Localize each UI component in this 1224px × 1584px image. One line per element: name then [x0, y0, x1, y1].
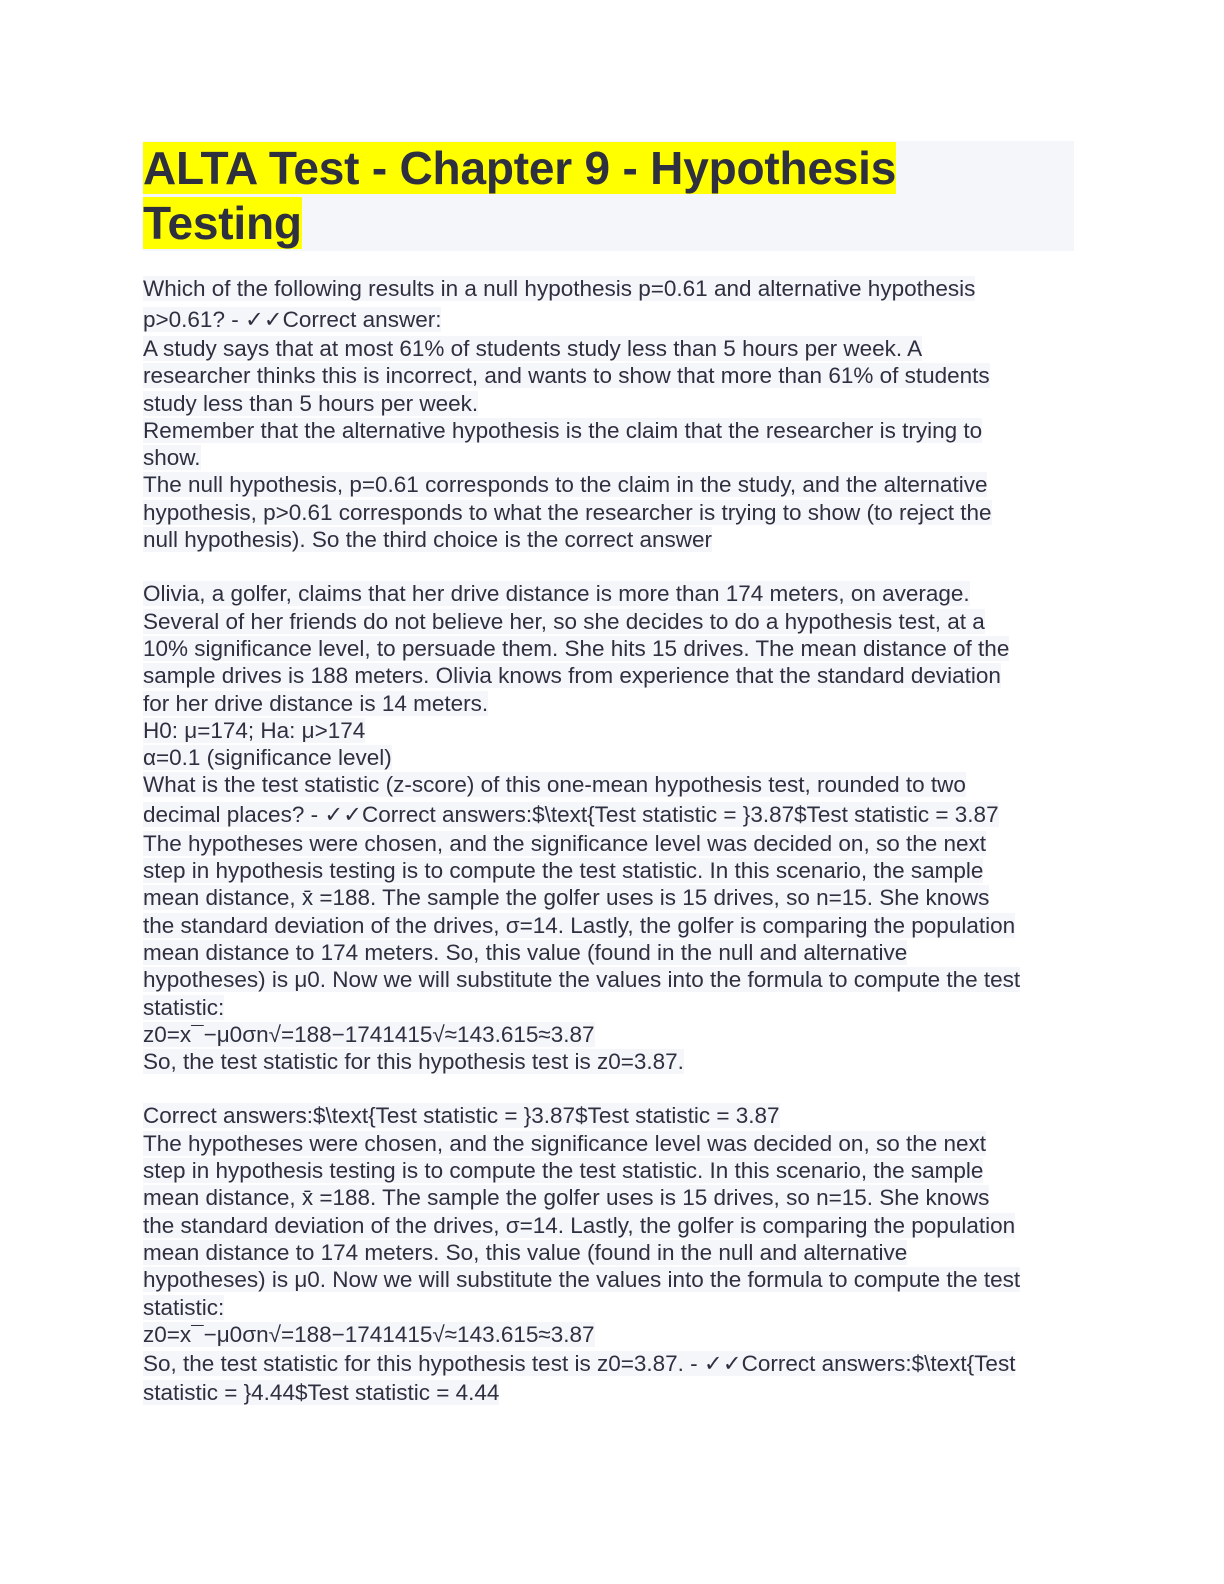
- text-line: A study says that at most 61% of students study less than 5 hours per week. A: [143, 336, 923, 361]
- title-block: [143, 141, 1074, 251]
- text-line: H0: μ=174; Ha: μ>174: [143, 717, 366, 743]
- formula-line: z0=x¯−μ0σn√=188−1741415√≈143.615≈3.87: [143, 1021, 595, 1047]
- text-line: hypothesis, p>0.61 corresponds to what the researcher is trying to show (to reject the: [143, 499, 992, 525]
- text-line: step in hypothesis testing is to compute the test statistic. In this scenario, the sample: [143, 858, 984, 884]
- text-line: the standard deviation of the drives, σ=14. Lastly, the golfer is comparing the population: [143, 912, 1016, 938]
- text-line: The hypotheses were chosen, and the significance level was decided on, so the next: [143, 1130, 987, 1156]
- text-line: mean distance, x̄ =188. The sample the golfer uses is 15 drives, so n=15. She knows: [143, 1185, 990, 1211]
- text-line: mean distance to 174 meters. So, this value (found in the null and alternative: [143, 939, 908, 965]
- text-line: p>0.61? - ✓✓Correct answer:: [143, 307, 442, 332]
- text-line: α=0.1 (significance level): [143, 745, 392, 771]
- text-line: mean distance, x̄ =188. The sample the golfer uses is 15 drives, so n=15. She knows: [143, 885, 990, 911]
- text-line: So, the test statistic for this hypothesis test is z0=3.87. - ✓✓Correct answers:$\text{Test: [143, 1351, 1016, 1377]
- text-line: The hypotheses were chosen, and the significance level was decided on, so the next: [143, 830, 987, 856]
- document-page: [143, 141, 1074, 1433]
- text-line: show.: [143, 445, 201, 471]
- text-line: the standard deviation of the drives, σ=14. Lastly, the golfer is comparing the population: [143, 1212, 1016, 1238]
- text-line: sample drives is 188 meters. Olivia knows from experience that the standard deviation: [143, 663, 1001, 689]
- text-line: null hypothesis). So the third choice is the correct answer: [143, 527, 713, 553]
- text-line: study less than 5 hours per week.: [143, 390, 479, 416]
- text-line: statistic:: [143, 994, 225, 1020]
- text-line: Olivia, a golfer, claims that her drive distance is more than 174 meters, on average.: [143, 581, 970, 607]
- text-line: step in hypothesis testing is to compute the test statistic. In this scenario, the sample: [143, 1158, 984, 1184]
- text-line: Remember that the alternative hypothesis is the claim that the researcher is trying to: [143, 417, 983, 443]
- text-line: So, the test statistic for this hypothesis test is z0=3.87.: [143, 1049, 684, 1075]
- text-line: hypotheses) is μ0. Now we will substitute the values into the formula to compute the test: [143, 967, 1021, 993]
- text-line: statistic:: [143, 1294, 225, 1320]
- question-block-3: [143, 1102, 1074, 1406]
- question-block-1: [143, 273, 1074, 553]
- text-line: researcher thinks this is incorrect, and wants to show that more than 61% of students: [143, 363, 990, 389]
- text-line: 10% significance level, to persuade them. She hits 15 drives. The mean distance of the: [143, 635, 1010, 661]
- text-line: decimal places? - ✓✓Correct answers:$\text{Test statistic = }3.87$Test statistic = 3.87: [143, 801, 999, 827]
- title-line-2: Testing: [143, 197, 302, 249]
- formula-line: z0=x¯−μ0σn√=188−1741415√≈143.615≈3.87: [143, 1321, 595, 1347]
- text-line: for her drive distance is 14 meters.: [143, 690, 489, 716]
- text-line: statistic = }4.44$Test statistic = 4.44: [143, 1380, 500, 1406]
- text-line: What is the test statistic (z-score) of this one-mean hypothesis test, rounded to two: [143, 772, 966, 798]
- text-line: hypotheses) is μ0. Now we will substitute the values into the formula to compute the test: [143, 1267, 1021, 1293]
- text-line: Several of her friends do not believe her, so she decides to do a hypothesis test, at a: [143, 608, 985, 634]
- page-title: [143, 141, 1074, 251]
- text-line: Which of the following results in a null hypothesis p=0.61 and alternative hypothesis: [143, 276, 976, 301]
- text-line: mean distance to 174 meters. So, this value (found in the null and alternative: [143, 1239, 908, 1265]
- question-block-2: [143, 580, 1074, 1075]
- text-line: Correct answers:$\text{Test statistic = }3.87$Test statistic = 3.87: [143, 1103, 780, 1129]
- text-line: The null hypothesis, p=0.61 corresponds to the claim in the study, and the alternative: [143, 472, 988, 498]
- title-line-1: ALTA Test - Chapter 9 - Hypothesis: [143, 142, 897, 194]
